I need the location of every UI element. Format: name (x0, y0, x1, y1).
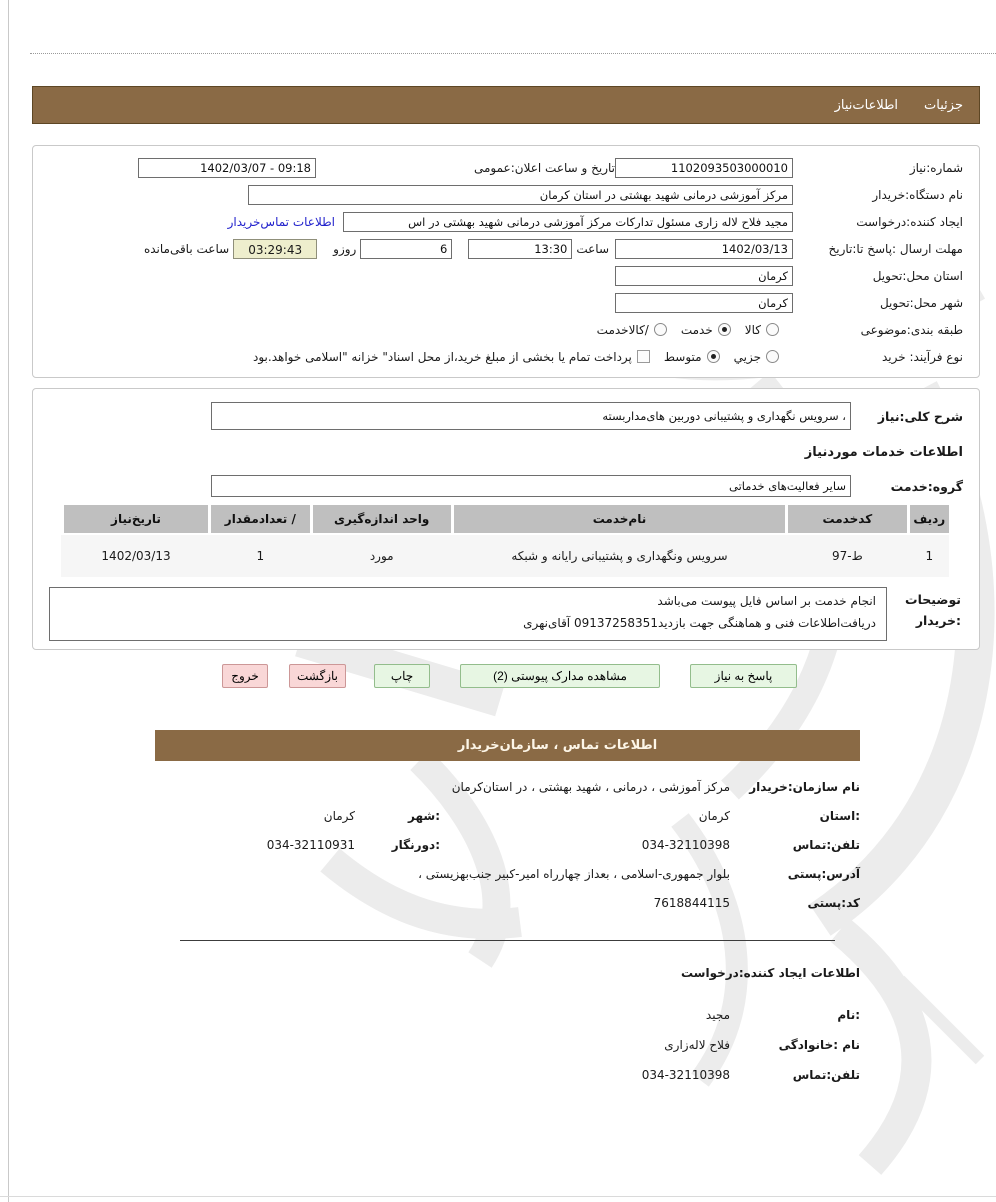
top-tab-bar (32, 86, 980, 124)
request-creator-label: ایجاد کننده:درخواست (856, 214, 963, 229)
org-contact-bar-title: اطلاعات تماس ، سازمان‌خریدار (457, 738, 658, 753)
subject-category-label: طبقه بندی:موضوعی (860, 322, 963, 337)
service-radio-label: خدمت (680, 322, 713, 337)
org-fax-label: :دورنگار (391, 837, 440, 852)
goods-radio[interactable] (766, 323, 779, 336)
remaining-time-badge: 03:29:43 (233, 239, 317, 259)
option-minor (734, 350, 779, 364)
creator-first-name-value: مجید (705, 1008, 730, 1022)
row-buyer-org (43, 181, 963, 208)
request-creator-input[interactable] (343, 212, 793, 232)
buyer-org-input[interactable] (248, 185, 793, 205)
col-quantity: / تعدادمقدار (211, 505, 310, 533)
need-services-card (32, 388, 980, 650)
row-org-province-city (155, 801, 860, 830)
exit-button[interactable]: خروج (222, 664, 268, 688)
announce-datetime-input[interactable] (138, 158, 316, 178)
org-city-value: کرمان (323, 808, 355, 823)
row-delivery-city (43, 289, 963, 316)
org-contact-section (155, 772, 860, 917)
medium-purchase-label: متوسط (663, 349, 702, 364)
cell-service-name: سرویس ونگهداری و پشتیبانی رایانه و شبکه (511, 548, 728, 563)
action-buttons (222, 664, 797, 688)
services-table (61, 505, 949, 577)
required-services-header: اطلاعات خدمات موردنیاز (804, 444, 963, 460)
org-postal-label: کد:پستی (807, 895, 860, 910)
org-name-value: مرکز آموزشی ، درمانی ، شهید بهشتی ، در استان‌کرمان (451, 779, 730, 794)
deadline-date-input[interactable] (615, 239, 793, 259)
row-org-phone-fax (155, 830, 860, 859)
buyer-notes-label-line2: :خریدار (915, 613, 961, 629)
option-goods-service (597, 323, 667, 337)
spacer (155, 988, 860, 1000)
creator-first-name-label: :نام (837, 1008, 860, 1022)
view-attachments-button[interactable]: مشاهده مدارک پیوستی (2) (460, 664, 660, 688)
org-contact-bar (155, 730, 860, 761)
need-description-label: شرح کلی:نیاز (877, 408, 963, 424)
buyer-contact-link[interactable]: اطلاعات تماس‌خریدار (227, 214, 335, 229)
table-row (61, 535, 949, 577)
bottom-border-line (0, 1196, 996, 1197)
row-org-postal (155, 888, 860, 917)
org-address-label: آدرس:پستی (787, 866, 860, 881)
goods-service-radio-label: /کالاخدمت (596, 322, 649, 337)
cell-need-date: 1402/03/13 (101, 548, 171, 563)
services-table-header (61, 505, 949, 533)
delivery-city-input[interactable] (615, 293, 793, 313)
service-group-input[interactable] (211, 475, 851, 497)
buyer-notes-line1: انجام خدمت بر اساس فایل پیوست می‌باشد (657, 594, 876, 608)
buyer-notes-box[interactable] (49, 587, 887, 641)
deadline-label: مهلت ارسال :پاسخ تا:تاریخ (828, 241, 963, 256)
org-address-value: بلوار جمهوری-اسلامی ، بعداز چهارراه امیر-کبیر جنب‌بهزیستی ، (418, 866, 730, 881)
days-label: روزو (333, 241, 357, 256)
section-divider-line (180, 940, 835, 941)
top-dotted-divider (30, 53, 996, 54)
minor-purchase-radio[interactable] (766, 350, 779, 363)
delivery-city-label: شهر محل:تحویل (879, 295, 963, 310)
cell-unit: مورد (369, 548, 394, 563)
deadline-time-input[interactable] (468, 239, 572, 259)
row-org-address (155, 859, 860, 888)
delivery-province-label: استان محل:تحویل (872, 268, 963, 283)
tab-need-info[interactable]: اطلاعات‌نیاز (834, 97, 899, 113)
option-medium (664, 350, 720, 364)
creator-last-name-value: فلاح لاله‌زاری (664, 1038, 730, 1052)
buyer-org-label: نام دستگاه:خریدار (872, 187, 963, 202)
org-fax-value: 034-32110931 (266, 837, 355, 852)
remaining-time-label: ساعت باقی‌مانده (143, 241, 230, 256)
request-info-card (32, 145, 980, 378)
tab-details[interactable]: جزئیات (924, 97, 963, 113)
remaining-days-input[interactable] (360, 239, 452, 259)
need-number-input[interactable] (615, 158, 793, 178)
org-phone-value: 034-32110398 (641, 837, 730, 852)
col-unit: واحد اندازه‌گیری (313, 505, 451, 533)
org-phone-label: تلفن:تماس (792, 837, 860, 852)
minor-purchase-label: جزیي (733, 349, 761, 364)
creator-phone-label: تلفن:تماس (792, 1068, 860, 1082)
org-name-label: نام سازمان:خریدار (749, 779, 860, 794)
delivery-province-input[interactable] (615, 266, 793, 286)
goods-radio-label: کالا (744, 322, 761, 337)
service-group-label: گروه:خدمت (890, 478, 963, 494)
cell-row-number: 1 (925, 548, 934, 563)
row-org-name (155, 772, 860, 801)
treasury-checkbox[interactable] (637, 350, 650, 363)
process-type-label: نوع فرآیند: خرید (882, 349, 963, 364)
row-process-type (43, 343, 963, 370)
respond-to-need-button[interactable]: پاسخ به نیاز (690, 664, 797, 688)
request-creator-header: اطلاعات ایجاد کننده:درخواست (680, 966, 860, 980)
col-row-number: ردیف (910, 505, 949, 533)
org-province-label: :استان (819, 808, 860, 823)
org-city-label: :شهر (408, 808, 440, 823)
hour-label: ساعت (576, 241, 609, 256)
buyer-notes-line2: دریافت‌اطلاعات فنی و هماهنگی جهت بازدید09137258351 آقای‌نهری (523, 615, 876, 630)
service-radio[interactable] (718, 323, 731, 336)
buyer-notes-label (887, 587, 961, 641)
left-border-line (8, 0, 9, 1202)
row-subject-category (43, 316, 963, 343)
buyer-notes-label-line1: توضیحات (905, 592, 961, 607)
option-treasury (253, 350, 650, 364)
creator-last-name-label: نام :خانوادگی (778, 1038, 860, 1052)
row-request-creator (43, 208, 963, 235)
cell-service-code: ط-97 (832, 548, 863, 563)
cell-quantity: 1 (256, 548, 265, 563)
row-creator-first-name (155, 1000, 860, 1030)
need-number-label: شماره:نیاز (909, 160, 963, 175)
row-need-description (43, 397, 963, 435)
request-creator-section (155, 958, 860, 1090)
org-province-value: کرمان (698, 808, 730, 823)
row-delivery-province (43, 262, 963, 289)
row-need-number (43, 154, 963, 181)
back-button[interactable]: بازگشت (289, 664, 346, 688)
print-button[interactable]: چاپ (374, 664, 430, 688)
col-service-code: کدخدمت (788, 505, 906, 533)
row-buyer-notes (43, 587, 963, 641)
treasury-note-label: پرداخت تمام یا بخشی از مبلغ خرید،از محل اسناد" خزانه "اسلامی خواهد.بود (253, 349, 632, 364)
row-creator-last-name (155, 1030, 860, 1060)
row-response-deadline (43, 235, 963, 262)
option-service (681, 323, 731, 337)
medium-purchase-radio[interactable] (707, 350, 720, 363)
row-service-group (43, 469, 963, 503)
need-description-input[interactable] (211, 402, 851, 430)
goods-service-radio[interactable] (654, 323, 667, 336)
row-creator-phone (155, 1060, 860, 1090)
creator-phone-value: 034-32110398 (641, 1068, 730, 1082)
option-goods (745, 323, 779, 337)
announce-datetime-label: تاریخ و ساعت اعلان:عمومی (473, 160, 615, 175)
org-postal-value: 7618844115 (653, 895, 730, 910)
col-need-date: تاریخ‌نیاز (64, 505, 208, 533)
col-service-name: نام‌خدمت (454, 505, 785, 533)
